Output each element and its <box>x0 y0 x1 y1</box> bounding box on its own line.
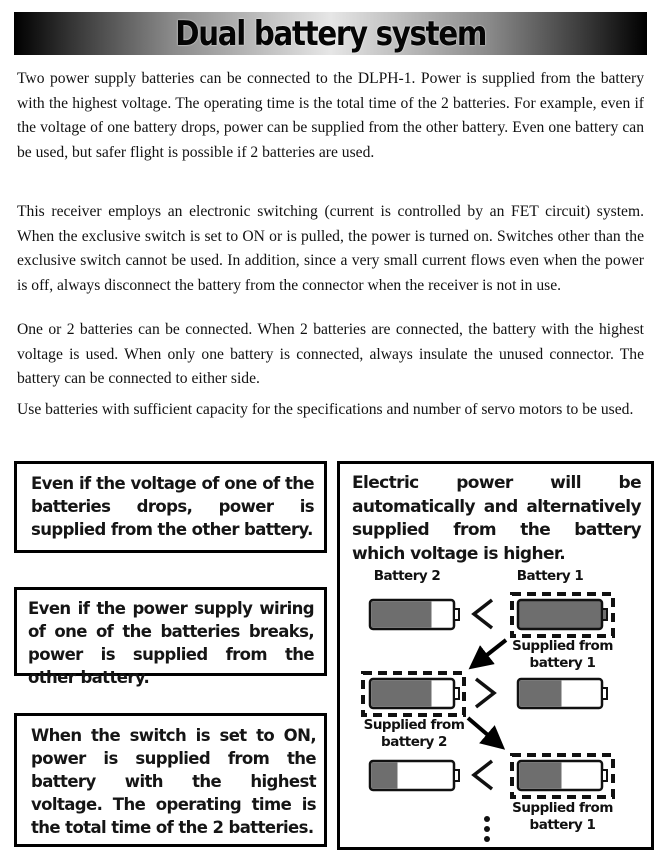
paragraph-intro: Two power supply batteries can be connected to the DLPH-1. Power is supplied from the battery with the highest voltage. The operating time is the total time of the 2 batteries. For example, even if the voltage of one battery drops, power can be supplied from the other battery. Even one battery can be used, but safer flight is possible if 2 batteries are used. <box>17 70 644 161</box>
paragraph-capacity: Use batteries with sufficient capacity for the specifications and number of servo motors to be used. <box>17 401 634 418</box>
greater-than-icon <box>476 679 494 707</box>
callout-wiring-break: Even if the power supply wiring of one of the batteries breaks, power is supplied from the other battery. <box>14 587 327 676</box>
less-than-icon <box>474 600 492 628</box>
battery1-label: Battery 1 <box>516 568 584 584</box>
battery-icon <box>370 679 459 708</box>
battery-icon <box>370 761 459 790</box>
paragraph-connection: One or 2 batteries can be connected. When 2 batteries are connected, the battery with the highest voltage is used. When only one battery is connected, always insulate the unused connector. The battery can be connected to either side. <box>17 321 644 388</box>
callout-voltage-drop: Even if the voltage of one of the batteries drops, power is supplied from the other battery. <box>14 461 327 553</box>
less-than-icon <box>474 761 492 789</box>
battery-icon <box>518 761 607 790</box>
arrow-icon <box>478 640 506 662</box>
battery2-label: Battery 2 <box>373 568 441 584</box>
paragraph-switching: This receiver employs an electronic switching (current is controlled by an FET circuit) system. When the exclusive switch is set to ON or is pulled, the power is turned on. Switches other than the exclusive switch cannot be used. In addition, since a very small current flows even when the power is off, always disconnect the battery from the connector when the receiver is not in use. <box>17 203 644 294</box>
ellipsis-icon <box>484 816 490 842</box>
supplied-label-row3: Supplied from battery 1 <box>512 800 613 833</box>
battery-icon <box>518 679 607 708</box>
page-title: Dual battery system <box>175 13 486 54</box>
battery-icon <box>518 600 607 629</box>
diagram-heading: Electric power will be automatically and alternatively supplied from the battery which voltage is higher. <box>352 473 641 564</box>
callout-switch-on: When the switch is set to ON, power is supplied from the battery with the highest voltage. The operating time is the total time of the 2 batteries. <box>14 713 327 847</box>
battery-icon <box>370 600 459 629</box>
arrow-icon <box>468 718 496 742</box>
supplied-label-row2: Supplied from battery 2 <box>363 717 465 750</box>
supplied-label-row1: Supplied from battery 1 <box>512 638 613 671</box>
